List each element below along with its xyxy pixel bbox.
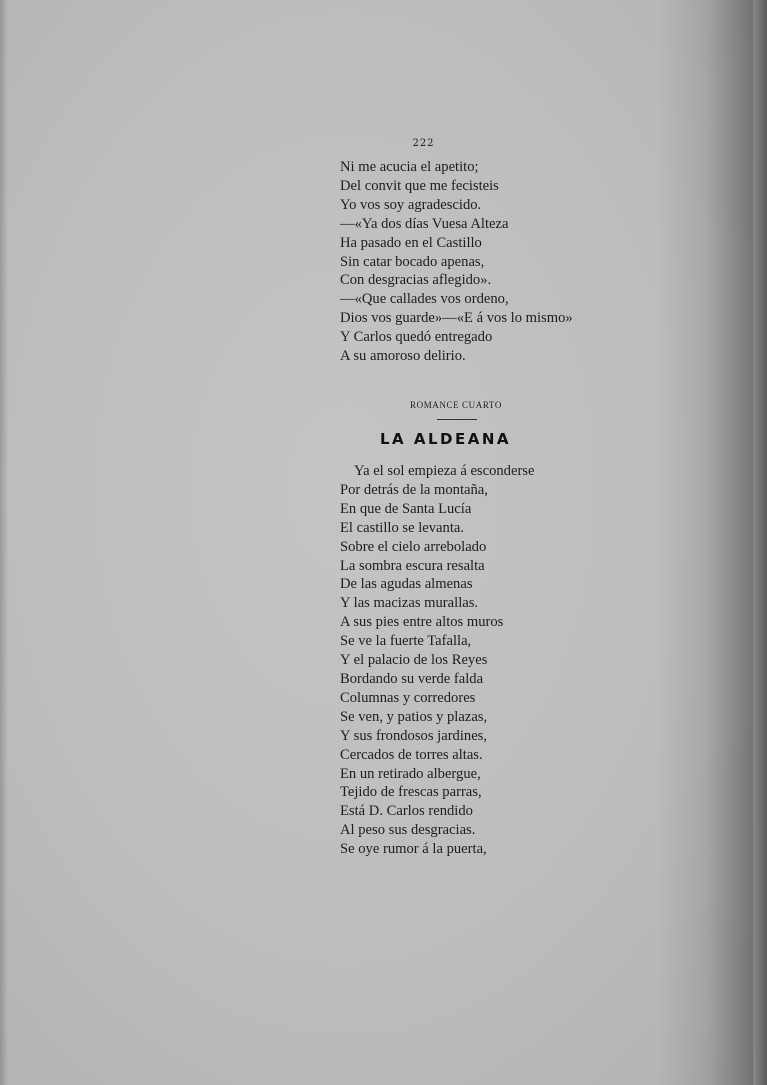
binding-shadow: [657, 0, 767, 1085]
verse-block-1: [340, 158, 573, 366]
verse-line: Al peso sus desgracias.: [340, 822, 476, 839]
verse-line: Dios vos guarde»—«E á vos lo mismo»: [340, 310, 573, 327]
verse-line: A su amoroso delirio.: [340, 348, 466, 365]
section-divider: [437, 419, 477, 420]
verse-line: Se ve la fuerte Tafalla,: [340, 633, 472, 650]
verse-line: Por detrás de la montaña,: [340, 481, 488, 498]
verse-line: Columnas y corredores: [340, 689, 476, 706]
verse-line: A sus pies entre altos muros: [340, 614, 504, 631]
binding-edge: [753, 0, 767, 1085]
verse-line: Y el palacio de los Reyes: [340, 652, 488, 669]
verse-block-2: [340, 462, 534, 859]
verse-line: Yo vos soy agradescido.: [340, 196, 482, 213]
verse-line: Y sus frondosos jardines,: [340, 727, 488, 744]
verse-line: La sombra escura resalta: [340, 557, 485, 574]
page-left-edge: [0, 0, 8, 1085]
verse-line: Y Carlos quedó entregado: [340, 329, 493, 346]
verse-line: Ni me acucia el apetito;: [340, 159, 479, 175]
verse-line: Sin catar bocado apenas,: [340, 253, 485, 270]
verse-line: Con desgracias aflegido».: [340, 272, 492, 289]
verse-line: Ha pasado en el Castillo: [340, 234, 482, 251]
verse-line: Del convit que me fecisteis: [340, 177, 499, 194]
verse-line: —«Ya dos días Vuesa Alteza: [340, 215, 509, 232]
verse-line: Cercados de torres altas.: [340, 746, 483, 763]
verse-line: Se oye rumor á la puerta,: [340, 841, 487, 858]
verse-line: En un retirado albergue,: [340, 765, 481, 782]
section-label: ROMANCE CUARTO: [410, 400, 502, 410]
section-title: LA ALDEANA: [380, 430, 512, 448]
page-number: 222: [412, 138, 435, 149]
verse-line: Se ven, y patios y plazas,: [340, 708, 488, 725]
verse-line: En que de Santa Lucía: [340, 500, 472, 517]
verse-line: Ya el sol empieza á esconderse: [354, 463, 535, 479]
verse-line: Bordando su verde falda: [340, 670, 484, 687]
verse-line: —«Que callades vos ordeno,: [340, 291, 509, 308]
verse-line: El castillo se levanta.: [340, 519, 465, 536]
verse-line: Y las macizas murallas.: [340, 595, 479, 612]
verse-line: Tejido de frescas parras,: [340, 784, 482, 801]
verse-line: Sobre el cielo arrebolado: [340, 538, 487, 555]
verse-line: De las agudas almenas: [340, 576, 473, 593]
verse-line: Está D. Carlos rendido: [340, 803, 473, 820]
